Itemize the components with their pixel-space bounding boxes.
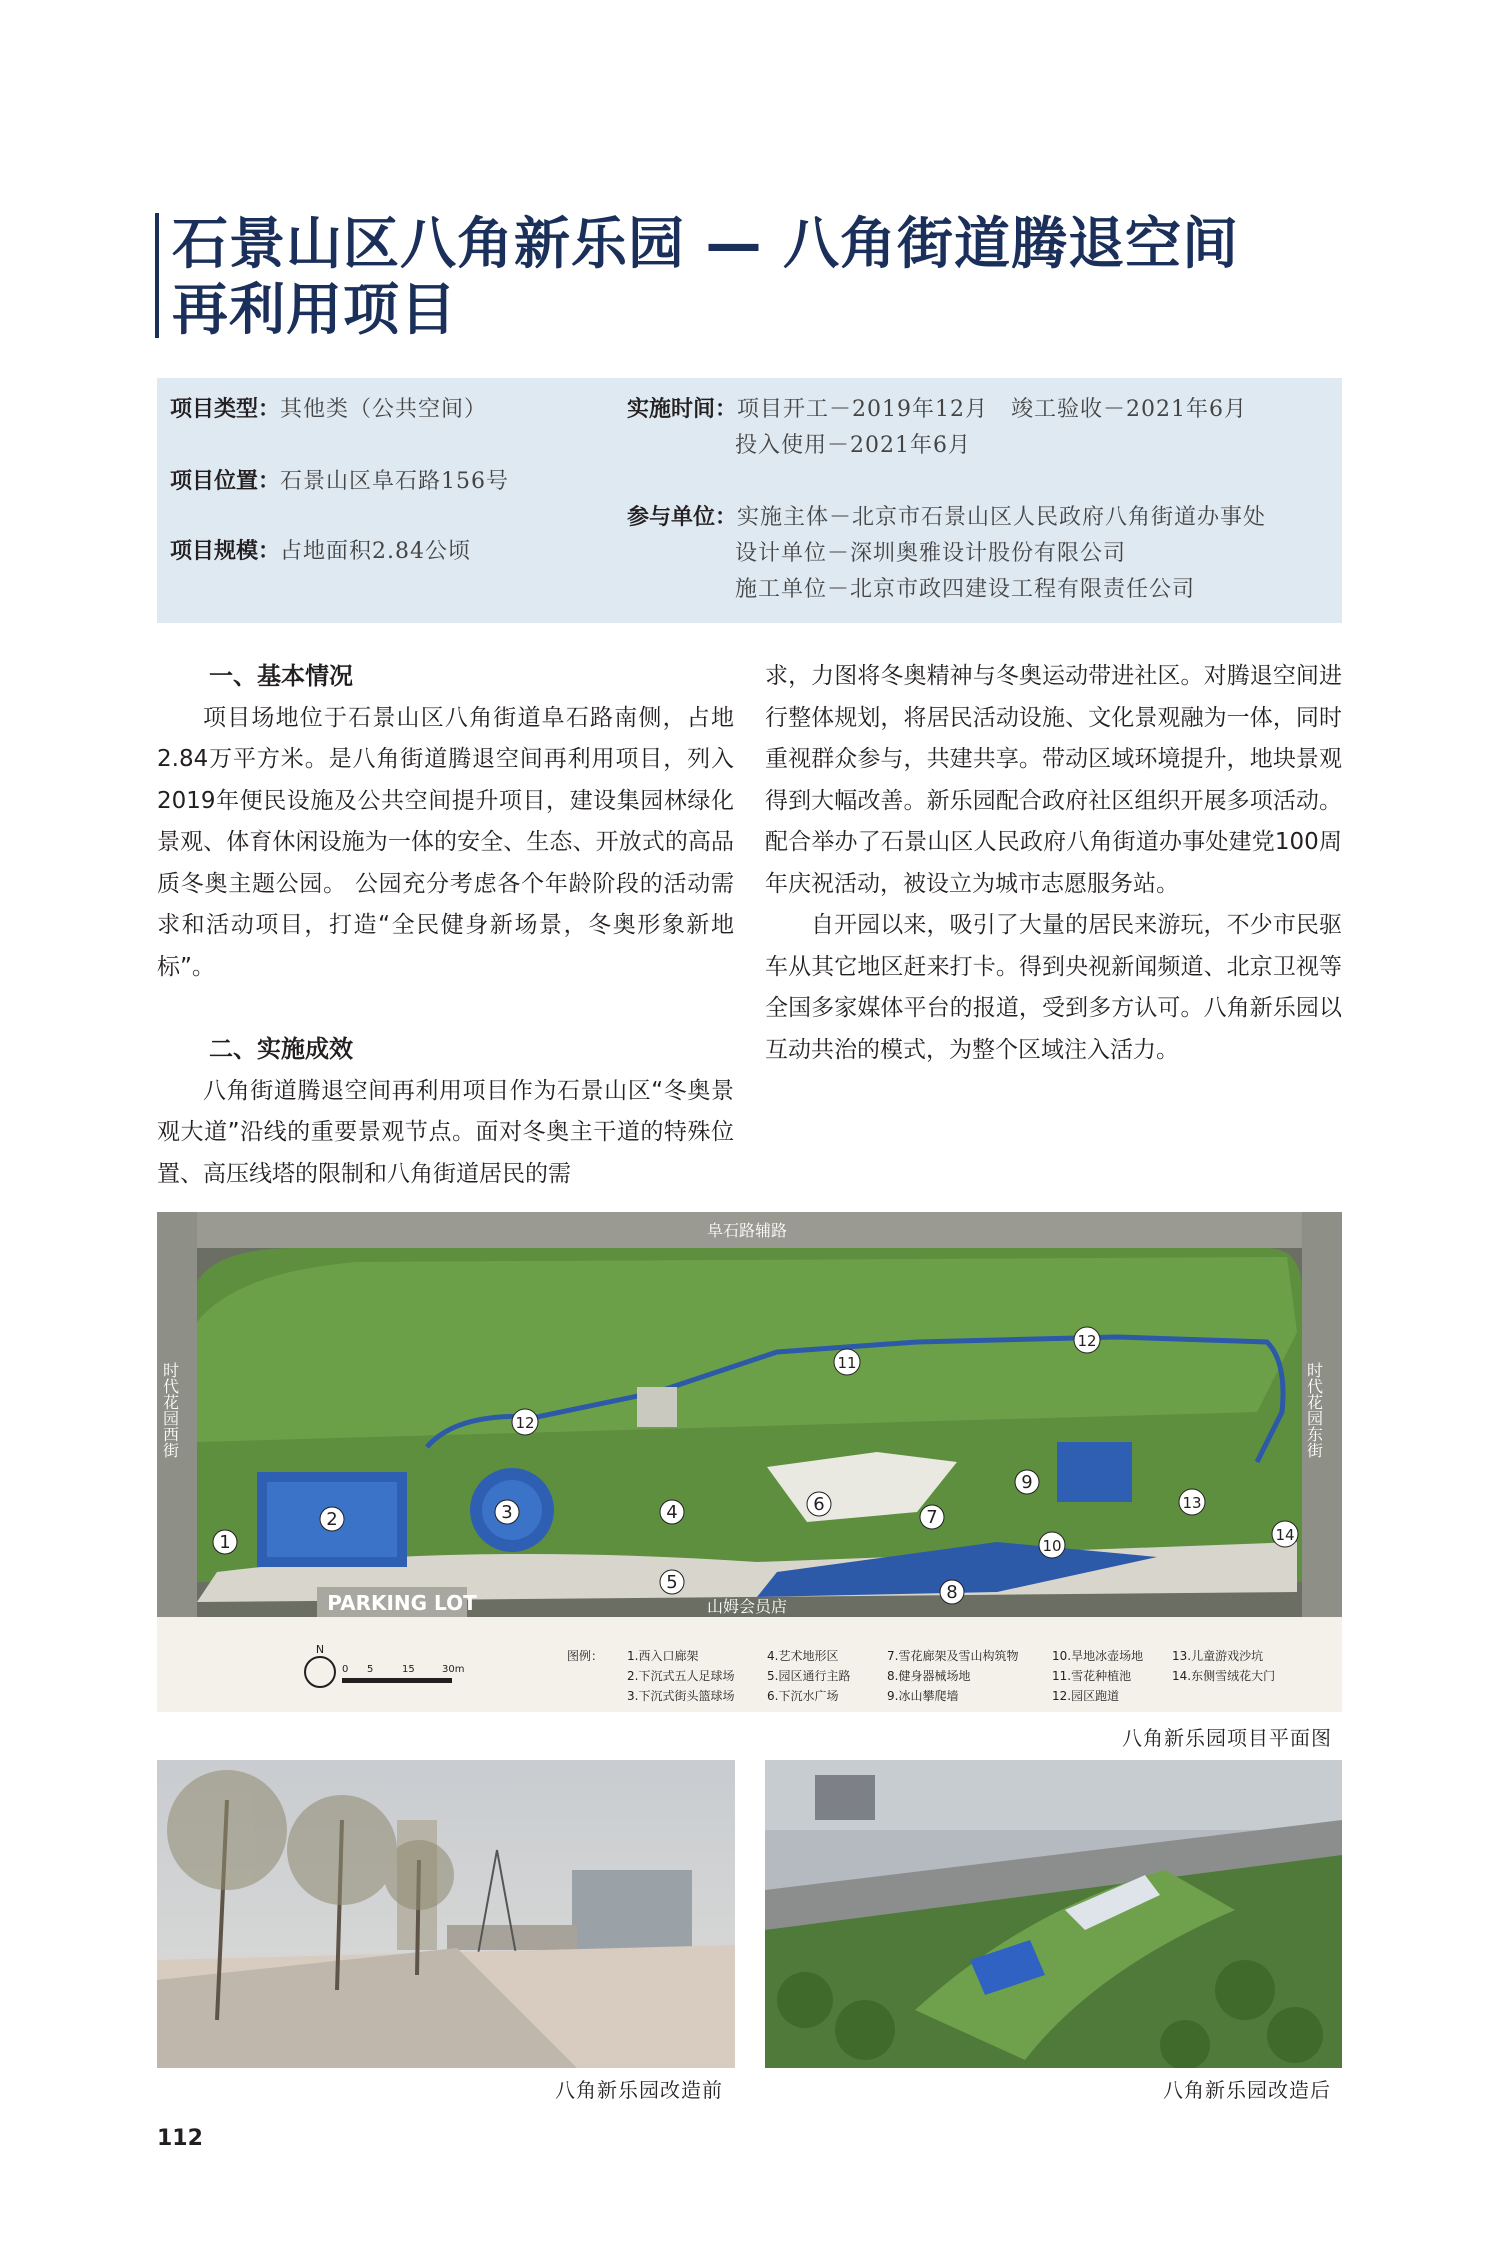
paragraph-results-part2: 求，力图将冬奥精神与冬奥运动带进社区。对腾退空间进行整体规划，将居民活动设施、文化景观融为一体，同时重视群众参与，共建共享。带动区域环境提升，地块景观得到大幅改善。新乐园配合政府社区组织开展多项活动。配合举办了石景山区人民政府八角街道办事处建党100周年庆祝活动，被设立为城市志愿服务站。	[765, 663, 1342, 897]
info-type: 项目类型：其他类（公共空间）	[170, 397, 488, 422]
legend-item: 3.下沉式街头篮球场	[627, 1689, 735, 1703]
info-time-line2: 投入使用－2021年6月	[735, 433, 971, 458]
legend-item: 4.艺术地形区	[767, 1649, 839, 1663]
plan-marker: 5	[666, 1572, 678, 1593]
plan-road-right: 时代花园东街	[1304, 1362, 1324, 1458]
caption-before: 八角新乐园改造前	[555, 2078, 723, 2102]
legend-item: 11.雪花种植池	[1052, 1669, 1132, 1683]
project-info-box	[157, 378, 1342, 623]
section-heading-1: 一、基本情况	[209, 662, 353, 690]
paragraph-impact: 自开园以来，吸引了大量的居民来游玩，不少市民驱车从其它地区赶来打卡。得到央视新闻频道、北京卫视等全国多家媒体平台的报道，受到多方认可。八角新乐园以互动共治的模式，为整个区域注入活力。	[765, 912, 1342, 1063]
legend-item: 6.下沉水广场	[767, 1689, 839, 1703]
caption-site-plan: 八角新乐园项目平面图	[1122, 1726, 1332, 1750]
photo-after	[765, 1760, 1342, 2068]
plan-road-top: 阜石路辅路	[706, 1221, 788, 1240]
plan-marker: 1	[219, 1532, 231, 1553]
plan-marker: 2	[326, 1509, 338, 1530]
info-units: 参与单位：实施主体－北京市石景山区人民政府八角街道办事处	[627, 505, 1267, 530]
page-title-line1: 石景山区八角新乐园 — 八角街道腾退空间	[172, 212, 1239, 277]
section-heading-2: 二、实施成效	[209, 1035, 353, 1063]
legend-item: 9.冰山攀爬墙	[887, 1689, 959, 1703]
plan-marker: 6	[813, 1494, 825, 1515]
caption-after: 八角新乐园改造后	[1163, 2078, 1331, 2102]
legend-item: 1.西入口廊架	[627, 1649, 699, 1663]
plan-hotel-label: 山姆会员店	[706, 1597, 788, 1616]
plan-marker: 14	[1275, 1526, 1295, 1544]
info-units-line2: 设计单位－深圳奥雅设计股份有限公司	[735, 541, 1127, 566]
paragraph-results-part1: 八角街道腾退空间再利用项目作为石景山区“冬奥景观大道”沿线的重要景观节点。面对冬奥主干道的特殊位置、高压线塔的限制和八角街道居民的需	[157, 1077, 734, 1187]
page-title-line2: 再利用项目	[172, 278, 457, 343]
north-arrow-icon: N	[315, 1643, 325, 1656]
body-column-right	[765, 656, 1342, 1071]
body-column-left	[157, 656, 734, 1195]
plan-marker: 3	[501, 1502, 513, 1523]
legend-item: 10.旱地冰壶场地	[1052, 1649, 1144, 1663]
legend-title: 图例：	[567, 1649, 604, 1663]
scale-tick: 0	[342, 1664, 349, 1675]
plan-marker: 9	[1021, 1472, 1033, 1493]
title-accent-bar	[155, 213, 159, 338]
plan-road-left: 时代花园西街	[160, 1362, 180, 1458]
photo-before	[157, 1760, 735, 2068]
info-units-line3: 施工单位－北京市政四建设工程有限责任公司	[735, 577, 1196, 602]
legend-item: 12.园区跑道	[1052, 1689, 1120, 1703]
scale-tick: 15	[402, 1664, 415, 1675]
legend-item: 2.下沉式五人足球场	[627, 1669, 735, 1683]
page-title	[172, 212, 1372, 344]
scale-tick: 30m	[442, 1664, 465, 1675]
plan-marker: 4	[666, 1502, 678, 1523]
plan-marker: 12	[515, 1414, 535, 1432]
plan-marker: 8	[946, 1582, 958, 1603]
plan-marker: 7	[926, 1507, 938, 1528]
plan-marker: 10	[1042, 1537, 1062, 1555]
plan-marker: 13	[1182, 1494, 1202, 1512]
site-plan-image	[157, 1212, 1342, 1712]
paragraph-basic-info: 项目场地位于石景山区八角街道阜石路南侧，占地2.84万平方米。是八角街道腾退空间再利用项目，列入2019年便民设施及公共空间提升项目，建设集园林绿化景观、体育休闲设施为一体的安全、生态、开放式的高品质冬奥主题公园。 公园充分考虑各个年龄阶段的活动需求和活动项目，打造“全民健身新场景，冬奥形象新地标”。	[157, 704, 734, 980]
legend-item: 7.雪花廊架及雪山构筑物	[887, 1649, 1019, 1663]
legend-item: 13.儿童游戏沙坑	[1172, 1649, 1264, 1663]
legend-item: 14.东侧雪绒花大门	[1172, 1669, 1276, 1683]
page-number: 112	[157, 2126, 203, 2151]
scale-tick: 5	[367, 1664, 374, 1675]
plan-marker: 12	[1077, 1332, 1097, 1350]
plan-parking-label: PARKING LOT	[327, 1591, 477, 1615]
info-scale: 项目规模：占地面积2.84公顷	[170, 539, 472, 564]
plan-marker: 11	[837, 1354, 857, 1372]
info-time: 实施时间：项目开工－2019年12月 竣工验收－2021年6月	[627, 397, 1247, 422]
legend-item: 8.健身器械场地	[887, 1669, 971, 1683]
legend-item: 5.园区通行主路	[767, 1669, 851, 1683]
info-location: 项目位置：石景山区阜石路156号	[170, 469, 510, 494]
